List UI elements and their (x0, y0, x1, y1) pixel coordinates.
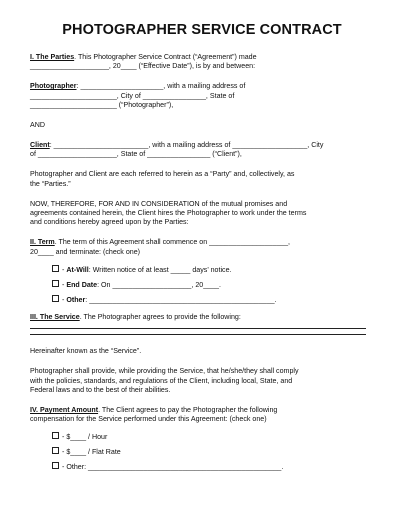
service-blank-lines (30, 328, 374, 335)
checkbox-icon[interactable] (52, 447, 59, 454)
service-line-1: III. The Service. The Photographer agrees to provide the following: (30, 313, 241, 321)
provide-line-3: Federal laws and to the best of their abilities. (30, 386, 171, 395)
checkbox-icon[interactable] (52, 432, 59, 439)
section-photographer (30, 82, 374, 110)
section-consideration (30, 200, 374, 228)
term-line-1: II. Term. The term of this Agreement shall commence on ____________________, (30, 238, 291, 247)
and-text: AND (30, 121, 45, 130)
checkbox-icon[interactable] (52, 280, 59, 287)
payment-options (52, 432, 374, 472)
parties-line-2: ____________________, 20____ (“Effective Date”), is by and between: (30, 62, 256, 71)
section-service-provide (30, 367, 374, 395)
photographer-line-1: Photographer: _____________________, with a mailing address of (30, 82, 246, 91)
section-term (30, 238, 374, 257)
checkbox-icon[interactable] (52, 462, 59, 469)
term-option-end-date[interactable]: - End Date: On ____________________, 20____. (52, 280, 374, 290)
payment-line-1: IV. Payment Amount. The Client agrees to pay the Photographer the following (30, 406, 278, 415)
payment-option-flat-rate[interactable]: - $____ / Flat Rate (52, 447, 374, 457)
blank-line[interactable] (30, 328, 366, 329)
provide-line-1: Photographer shall provide, while providing the Service, that he/she/they shall comply (30, 367, 299, 376)
photographer-label: Photographer (30, 82, 77, 91)
service-known-as: Hereinafter known as the “Service”. (30, 347, 142, 356)
page-title: PHOTOGRAPHER SERVICE CONTRACT (62, 22, 342, 38)
term-options (52, 265, 374, 305)
section-client (30, 141, 374, 160)
referred-line-1: Photographer and Client are each referred to herein as a “Party” and, collectively, as (30, 170, 295, 179)
payment-option-other[interactable]: - Other: _________________________________________________. (52, 462, 374, 472)
blank-line[interactable] (30, 334, 366, 335)
parties-heading: I. The Parties (30, 53, 75, 61)
client-line-1: Client: ________________________, with a mailing address of ___________________, City (30, 140, 324, 149)
payment-heading: IV. Payment Amount (30, 406, 99, 415)
checkbox-icon[interactable] (52, 265, 59, 272)
term-heading: II. Term (30, 238, 55, 247)
consideration-line-1: NOW, THEREFORE, FOR AND IN CONSIDERATION of the mutual promises and (30, 199, 288, 208)
term-option-at-will[interactable]: - At-Will: Written notice of at least _____ days’ notice. (52, 265, 374, 275)
term-option-other[interactable]: - Other: _______________________________________________. (52, 295, 374, 305)
service-heading: III. The Service (30, 313, 80, 321)
photographer-line-3: ______________________ (“Photographer”), (30, 101, 174, 110)
photographer-line-2: ______________________, City of ________________, State of (30, 91, 235, 100)
section-service (30, 313, 374, 322)
parties-line-1: I. The Parties. This Photographer Service Contract (“Agreement”) made (30, 53, 257, 61)
term-line-2: 20____ and terminate: (check one) (30, 247, 141, 256)
checkbox-icon[interactable] (52, 295, 59, 302)
consideration-line-2: agreements contained herein, the Client hires the Photographer to work under the terms (30, 208, 307, 217)
section-parties (30, 53, 374, 72)
referred-line-2: the “Parties.” (30, 179, 71, 188)
client-label: Client (30, 140, 50, 149)
provide-line-2: with the policies, standards, and regulations of the Client, including local, State, and (30, 376, 293, 385)
payment-line-2: compensation for the Service performed under this Agreement: (check one) (30, 415, 267, 424)
payment-option-hour[interactable]: - $____ / Hour (52, 432, 374, 442)
section-referred (30, 170, 374, 189)
client-line-2: of ____________________, State of ________________ (“Client”), (30, 150, 242, 159)
consideration-line-3: and conditions hereby agreed upon by the Parties: (30, 218, 189, 227)
section-payment (30, 406, 374, 425)
